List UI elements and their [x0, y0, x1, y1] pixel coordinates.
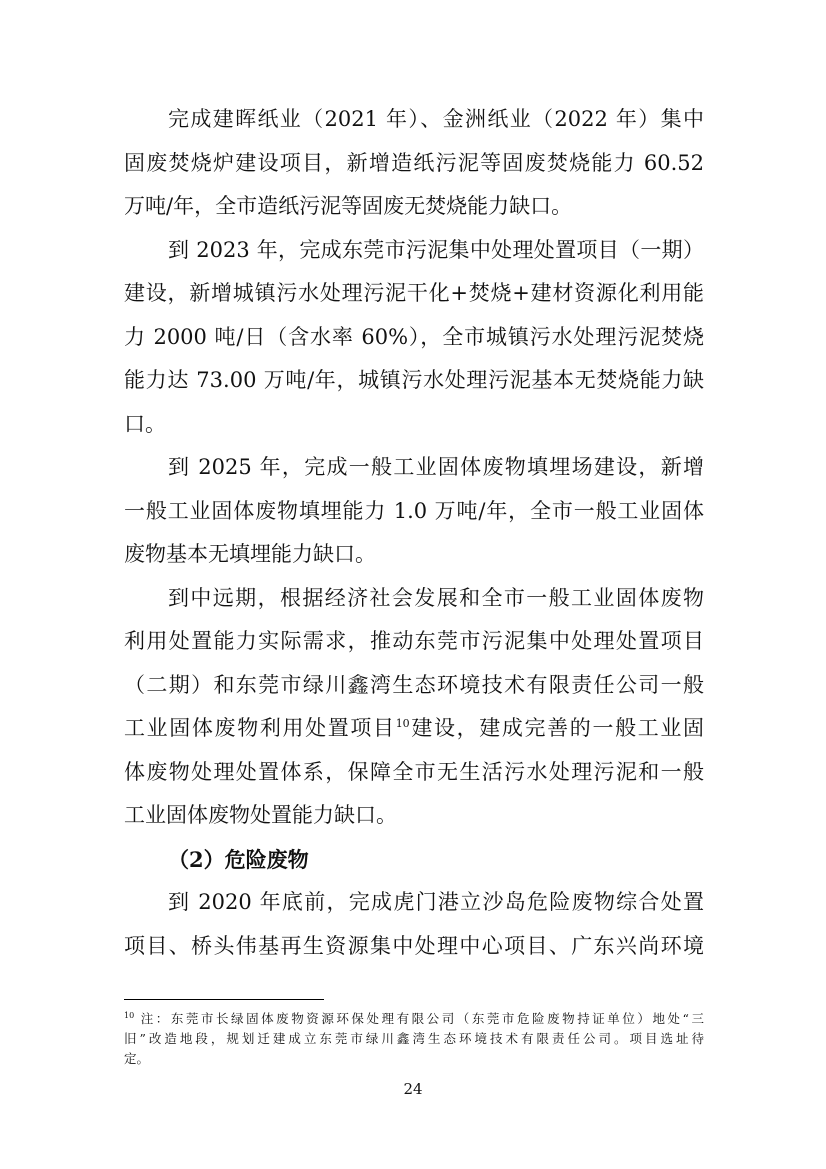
- paragraph-line: 废物基本无填埋能力缺口。: [124, 542, 376, 566]
- paragraph-line: 力 2000 吨/日（含水率 60%），全市城镇污水处理污泥焚烧: [124, 324, 704, 349]
- paragraph-line: 能力达 73.00 万吨/年，城镇污水处理污泥基本无焚烧能力缺: [124, 368, 704, 392]
- paragraph-text: 建设，建成完善的一般工业固: [409, 716, 705, 740]
- footnote-line: 旧”改造地段，规划迁建成立东莞市绿川鑫湾生态环境技术有限责任公司。项目选址待: [124, 1031, 704, 1046]
- footnote-divider: [124, 999, 324, 1000]
- footnote-line: 定。: [124, 1051, 150, 1066]
- paragraph-line: 工业固体废物处置能力缺口。: [124, 803, 397, 827]
- paragraph-line: 利用处置能力实际需求，推动东莞市污泥集中处理处置项目: [124, 629, 704, 653]
- paragraph-line: （二期）和东莞市绿川鑫湾生态环境技术有限责任公司一般: [124, 672, 704, 697]
- paragraph-line: 到 2023 年，完成东莞市污泥集中处理处置项目（一期）: [168, 237, 704, 262]
- body-text: [124, 98, 704, 968]
- paragraph-line: 建设，新增城镇污水处理污泥干化+焚烧+建材资源化利用能: [124, 281, 704, 305]
- footnote: [124, 1009, 704, 1069]
- section-heading: （2）危险废物: [168, 846, 309, 872]
- footnote-number: 10: [124, 1011, 135, 1020]
- footnote-line: [124, 1009, 704, 1029]
- paragraph-line: 万吨/年，全市造纸污泥等固废无焚烧能力缺口。: [124, 194, 573, 218]
- paragraph-line: [124, 707, 704, 751]
- paragraph-line: 到 2025 年，完成一般工业固体废物填埋场建设，新增: [168, 455, 704, 479]
- footnote-reference: 10: [395, 717, 410, 730]
- paragraph-line: 一般工业固体废物填埋能力 1.0 万吨/年，全市一般工业固体: [124, 498, 704, 523]
- paragraph-line: 到中远期，根据经济社会发展和全市一般工业固体废物: [168, 585, 704, 610]
- paragraph-line: 项目、桥头伟基再生资源集中处理中心项目、广东兴尚环境: [124, 933, 704, 958]
- paragraph-line: 到 2020 年底前，完成虎门港立沙岛危险废物综合处置: [168, 890, 704, 914]
- paragraph-line: 体废物处理处置体系，保障全市无生活污水处理污泥和一般: [124, 759, 704, 784]
- paragraph-line: 口。: [124, 411, 166, 436]
- paragraph-text: 工业固体废物利用处置项目: [124, 716, 396, 740]
- paragraph-line: 固废焚烧炉建设项目，新增造纸污泥等固废焚烧能力 60.52: [124, 150, 704, 175]
- paragraph-line: 完成建晖纸业（2021 年）、金洲纸业（2022 年）集中: [168, 107, 704, 131]
- footnote-text: 注：东莞市长绿固体废物资源环保处理有限公司（东莞市危险废物持证单位）地处“三: [134, 1011, 704, 1026]
- page-number: 24: [403, 1080, 423, 1098]
